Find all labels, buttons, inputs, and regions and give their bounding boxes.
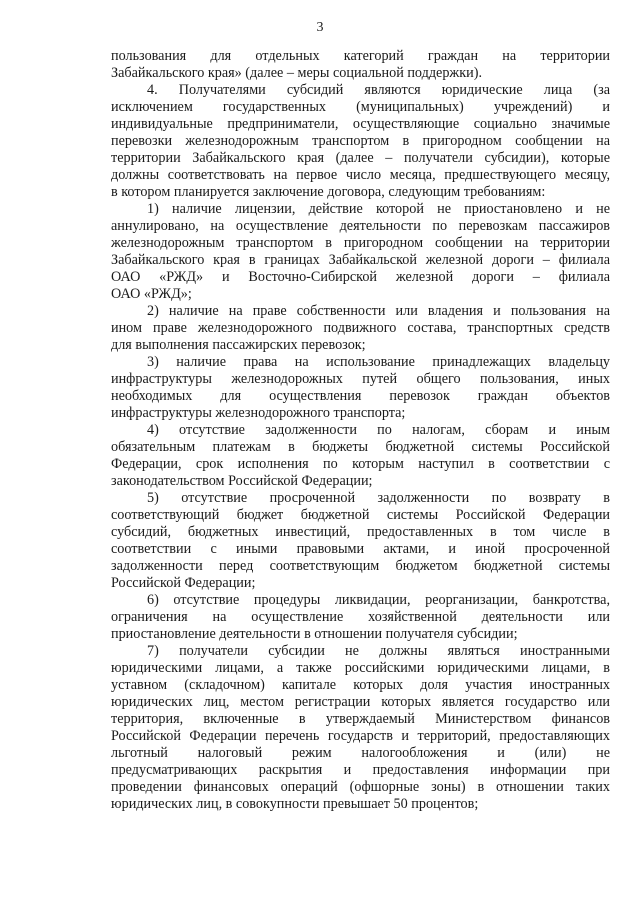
text-line: необходимых для осуществления перевозок граждан объектов	[111, 388, 610, 404]
text-line: инфраструктуры железнодорожных путей общего пользования, иных	[111, 371, 610, 387]
text-line: 3) наличие права на использование принадлежащих владельцу	[147, 354, 610, 370]
text-line: в котором планируется заключение договора, следующим требованиям:	[111, 184, 546, 200]
text-line: территория, включенные в утверждаемый Министерством финансов	[111, 711, 610, 727]
text-line: индивидуальные предприниматели, осуществляющие социально значимые	[111, 116, 610, 132]
text-line: обязательным платежам в бюджеты бюджетной системы Российской	[111, 439, 610, 455]
text-line: 2) наличие на праве собственности или владения и пользования на	[147, 303, 610, 319]
text-line: законодательством Российской Федерации;	[111, 473, 373, 489]
text-line: соответствии с иными правовыми актами, и иной просроченной	[111, 541, 610, 557]
text-line: перевозки железнодорожным транспортом в пригородном сообщении на	[111, 133, 610, 149]
text-line: железнодорожным транспортом в пригородном сообщении на территории	[111, 235, 610, 251]
document-body	[111, 48, 610, 813]
text-line: территории Забайкальского края (далее – получатели субсидии), которые	[111, 150, 610, 166]
text-line: 4) отсутствие задолженности по налогам, сборам и иным	[147, 422, 610, 438]
text-line: для выполнения пассажирских перевозок;	[111, 337, 366, 353]
text-line: Забайкальского края» (далее – меры социальной поддержки).	[111, 65, 482, 81]
page-number: 3	[316, 20, 324, 35]
text-line: 7) получатели субсидии не должны являться иностранными	[147, 643, 610, 659]
text-line: Забайкальского края в границах Забайкальской железной дороги – филиала	[111, 252, 610, 268]
text-line: соответствующий бюджет бюджетной системы Российской Федерации	[111, 507, 610, 523]
text-line: инфраструктуры железнодорожного транспорта;	[111, 405, 406, 421]
text-line: Федерации, срок исполнения по которым наступил в соответствии с	[111, 456, 610, 472]
text-line: исключением государственных (муниципальных) учреждений) и	[111, 99, 610, 115]
text-line: 1) наличие лицензии, действие которой не приостановлено и не	[147, 201, 610, 217]
text-line: 6) отсутствие процедуры ликвидации, реорганизации, банкротства,	[147, 592, 610, 608]
text-line: предусматривающих раскрытия и предоставления информации при	[111, 762, 610, 778]
text-line: льготный налоговый режим налогообложения и (или) не	[111, 745, 610, 761]
text-line: юридическими лицами, а также российскими юридическими лицами, в	[111, 660, 610, 676]
text-line: 4. Получателями субсидий являются юридические лица (за	[147, 82, 610, 98]
text-line: ограничения на осуществление хозяйственной деятельности или	[111, 609, 610, 625]
text-line: Российской Федерации;	[111, 575, 256, 591]
text-line: уставном (складочном) капитале которых доля участия иностранных	[111, 677, 610, 693]
text-line: субсидий, бюджетных инвестиций, предоставленных в том числе в	[111, 524, 610, 540]
text-line: приостановление деятельности в отношении получателя субсидии;	[111, 626, 518, 642]
text-line: ОАО «РЖД»;	[111, 286, 192, 302]
text-line: проведении финансовых операций (офшорные зоны) в отношении таких	[111, 779, 610, 795]
text-line: ОАО «РЖД» и Восточно-Сибирской железной дороги – филиала	[111, 269, 610, 285]
text-line: Российской Федерации перечень государств и территорий, предоставляющих	[111, 728, 610, 744]
text-line: должны соответствовать на первое число месяца, предшествующего месяцу,	[111, 167, 610, 183]
text-line: задолженности перед соответствующим бюджетом бюджетной системы	[111, 558, 610, 574]
text-line: ином праве железнодорожного подвижного состава, транспортных средств	[111, 320, 610, 336]
text-line: юридических лиц, местом регистрации которых является государство или	[111, 694, 610, 710]
text-line: юридических лиц, в совокупности превышает 50 процентов;	[111, 796, 479, 812]
text-line: 5) отсутствие просроченной задолженности по возврату в	[147, 490, 610, 506]
text-line: аннулировано, на осуществление деятельности по перевозкам пассажиров	[111, 218, 610, 234]
text-line: пользования для отдельных категорий граждан на территории	[111, 48, 610, 64]
